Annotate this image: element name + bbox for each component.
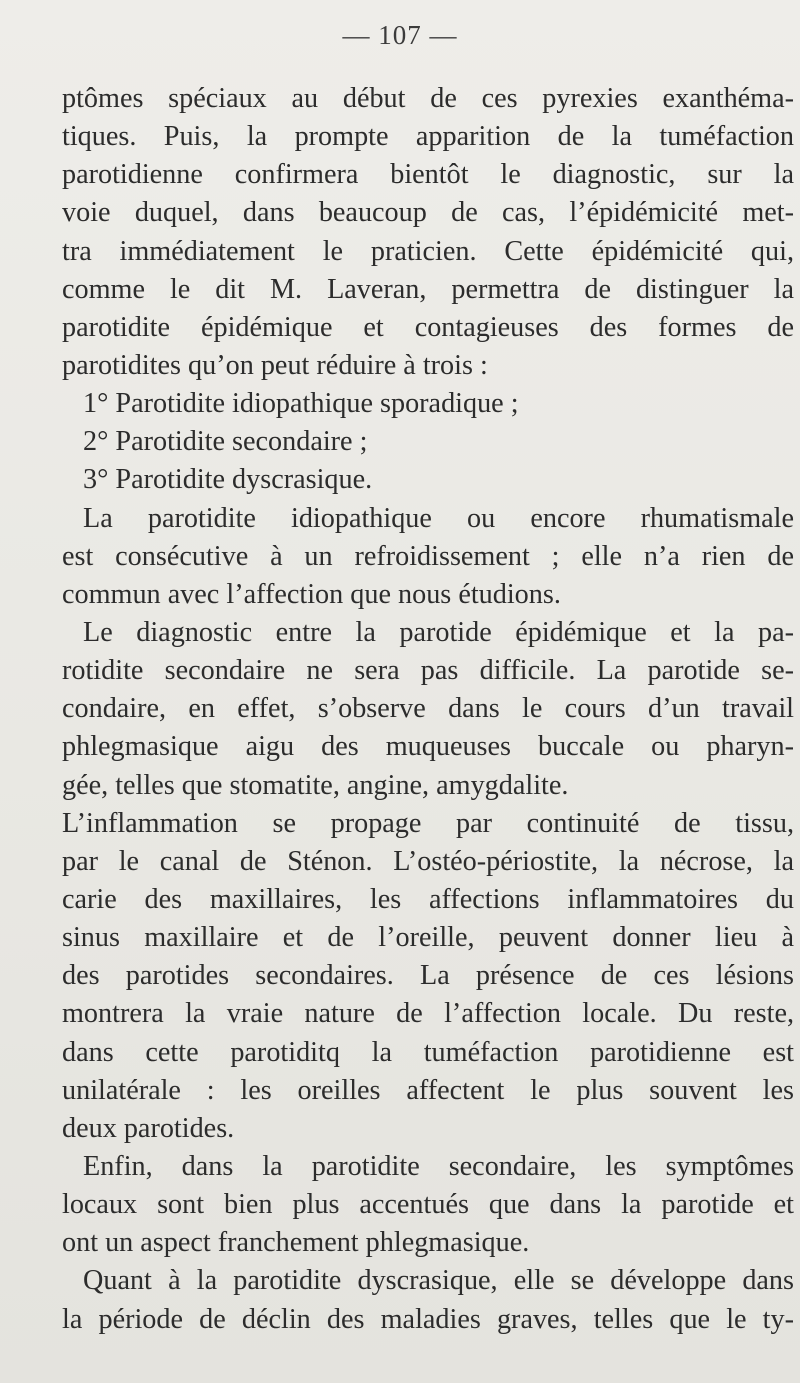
text-line: Le diagnostic entre la parotide épidémique et la pa-: [83, 616, 794, 648]
text-line: tra immédiatement le praticien. Cette épidémicité qui,: [62, 235, 794, 267]
text-line: condaire, en effet, s’observe dans le cours d’un travail: [62, 693, 794, 725]
text-line: la période de déclin des maladies graves, telles que le ty-: [62, 1303, 794, 1335]
text-line: ont un aspect franchement phlegmasique.: [62, 1227, 530, 1259]
text-line: phlegmasique aigu des muqueuses buccale ou pharyn-: [62, 731, 794, 763]
text-line: Enfin, dans la parotidite secondaire, les symptômes: [83, 1150, 794, 1182]
text-line: rotidite secondaire ne sera pas difficile. La parotide se-: [62, 655, 794, 687]
text-line: parotidite épidémique et contagieuses des formes de: [62, 311, 794, 343]
text-line: unilatérale : les oreilles affectent le plus souvent les: [62, 1074, 794, 1106]
page-number: — 107 —: [342, 20, 458, 50]
text-line: tiques. Puis, la prompte apparition de la tuméfaction: [62, 121, 794, 153]
text-line: par le canal de Sténon. L’ostéo-périostite, la nécrose, la: [62, 845, 794, 877]
text-line: dans cette parotiditq la tuméfaction parotidienne est: [62, 1036, 794, 1068]
text-line: parotidites qu’on peut réduire à trois :: [62, 349, 488, 381]
text-line: parotidienne confirmera bientôt le diagnostic, sur la: [62, 159, 794, 191]
list-item: 2° Parotidite secondaire ;: [83, 426, 368, 458]
text-line: comme le dit M. Laveran, permettra de distinguer la: [62, 273, 794, 305]
text-line: L’inflammation se propage par continuité de tissu,: [62, 807, 794, 839]
text-line: La parotidite idiopathique ou encore rhumatismale: [83, 502, 794, 534]
text-line: des parotides secondaires. La présence de ces lésions: [62, 960, 794, 992]
text-line: Quant à la parotidite dyscrasique, elle se développe dans: [83, 1265, 794, 1297]
text-line: deux parotides.: [62, 1112, 235, 1144]
text-line: est consécutive à un refroidissement ; elle n’a rien de: [62, 540, 794, 572]
text-line: voie duquel, dans beaucoup de cas, l’épidémicité met-: [62, 197, 794, 229]
text-line: carie des maxillaires, les affections inflammatoires du: [62, 883, 794, 915]
body-text: [62, 80, 794, 1339]
text-line: ptômes spéciaux au début de ces pyrexies exanthéma-: [62, 83, 794, 114]
list-item: 3° Parotidite dyscrasique.: [83, 464, 373, 496]
text-line: montrera la vraie nature de l’affection locale. Du reste,: [62, 998, 794, 1030]
text-line: locaux sont bien plus accentués que dans la parotide et: [62, 1189, 794, 1221]
text-line: sinus maxillaire et de l’oreille, peuvent donner lieu à: [62, 922, 794, 954]
text-line: gée, telles que stomatite, angine, amygdalite.: [62, 769, 569, 801]
text-line: commun avec l’affection que nous étudions.: [62, 578, 561, 610]
list-item: 1° Parotidite idiopathique sporadique ;: [83, 388, 519, 420]
